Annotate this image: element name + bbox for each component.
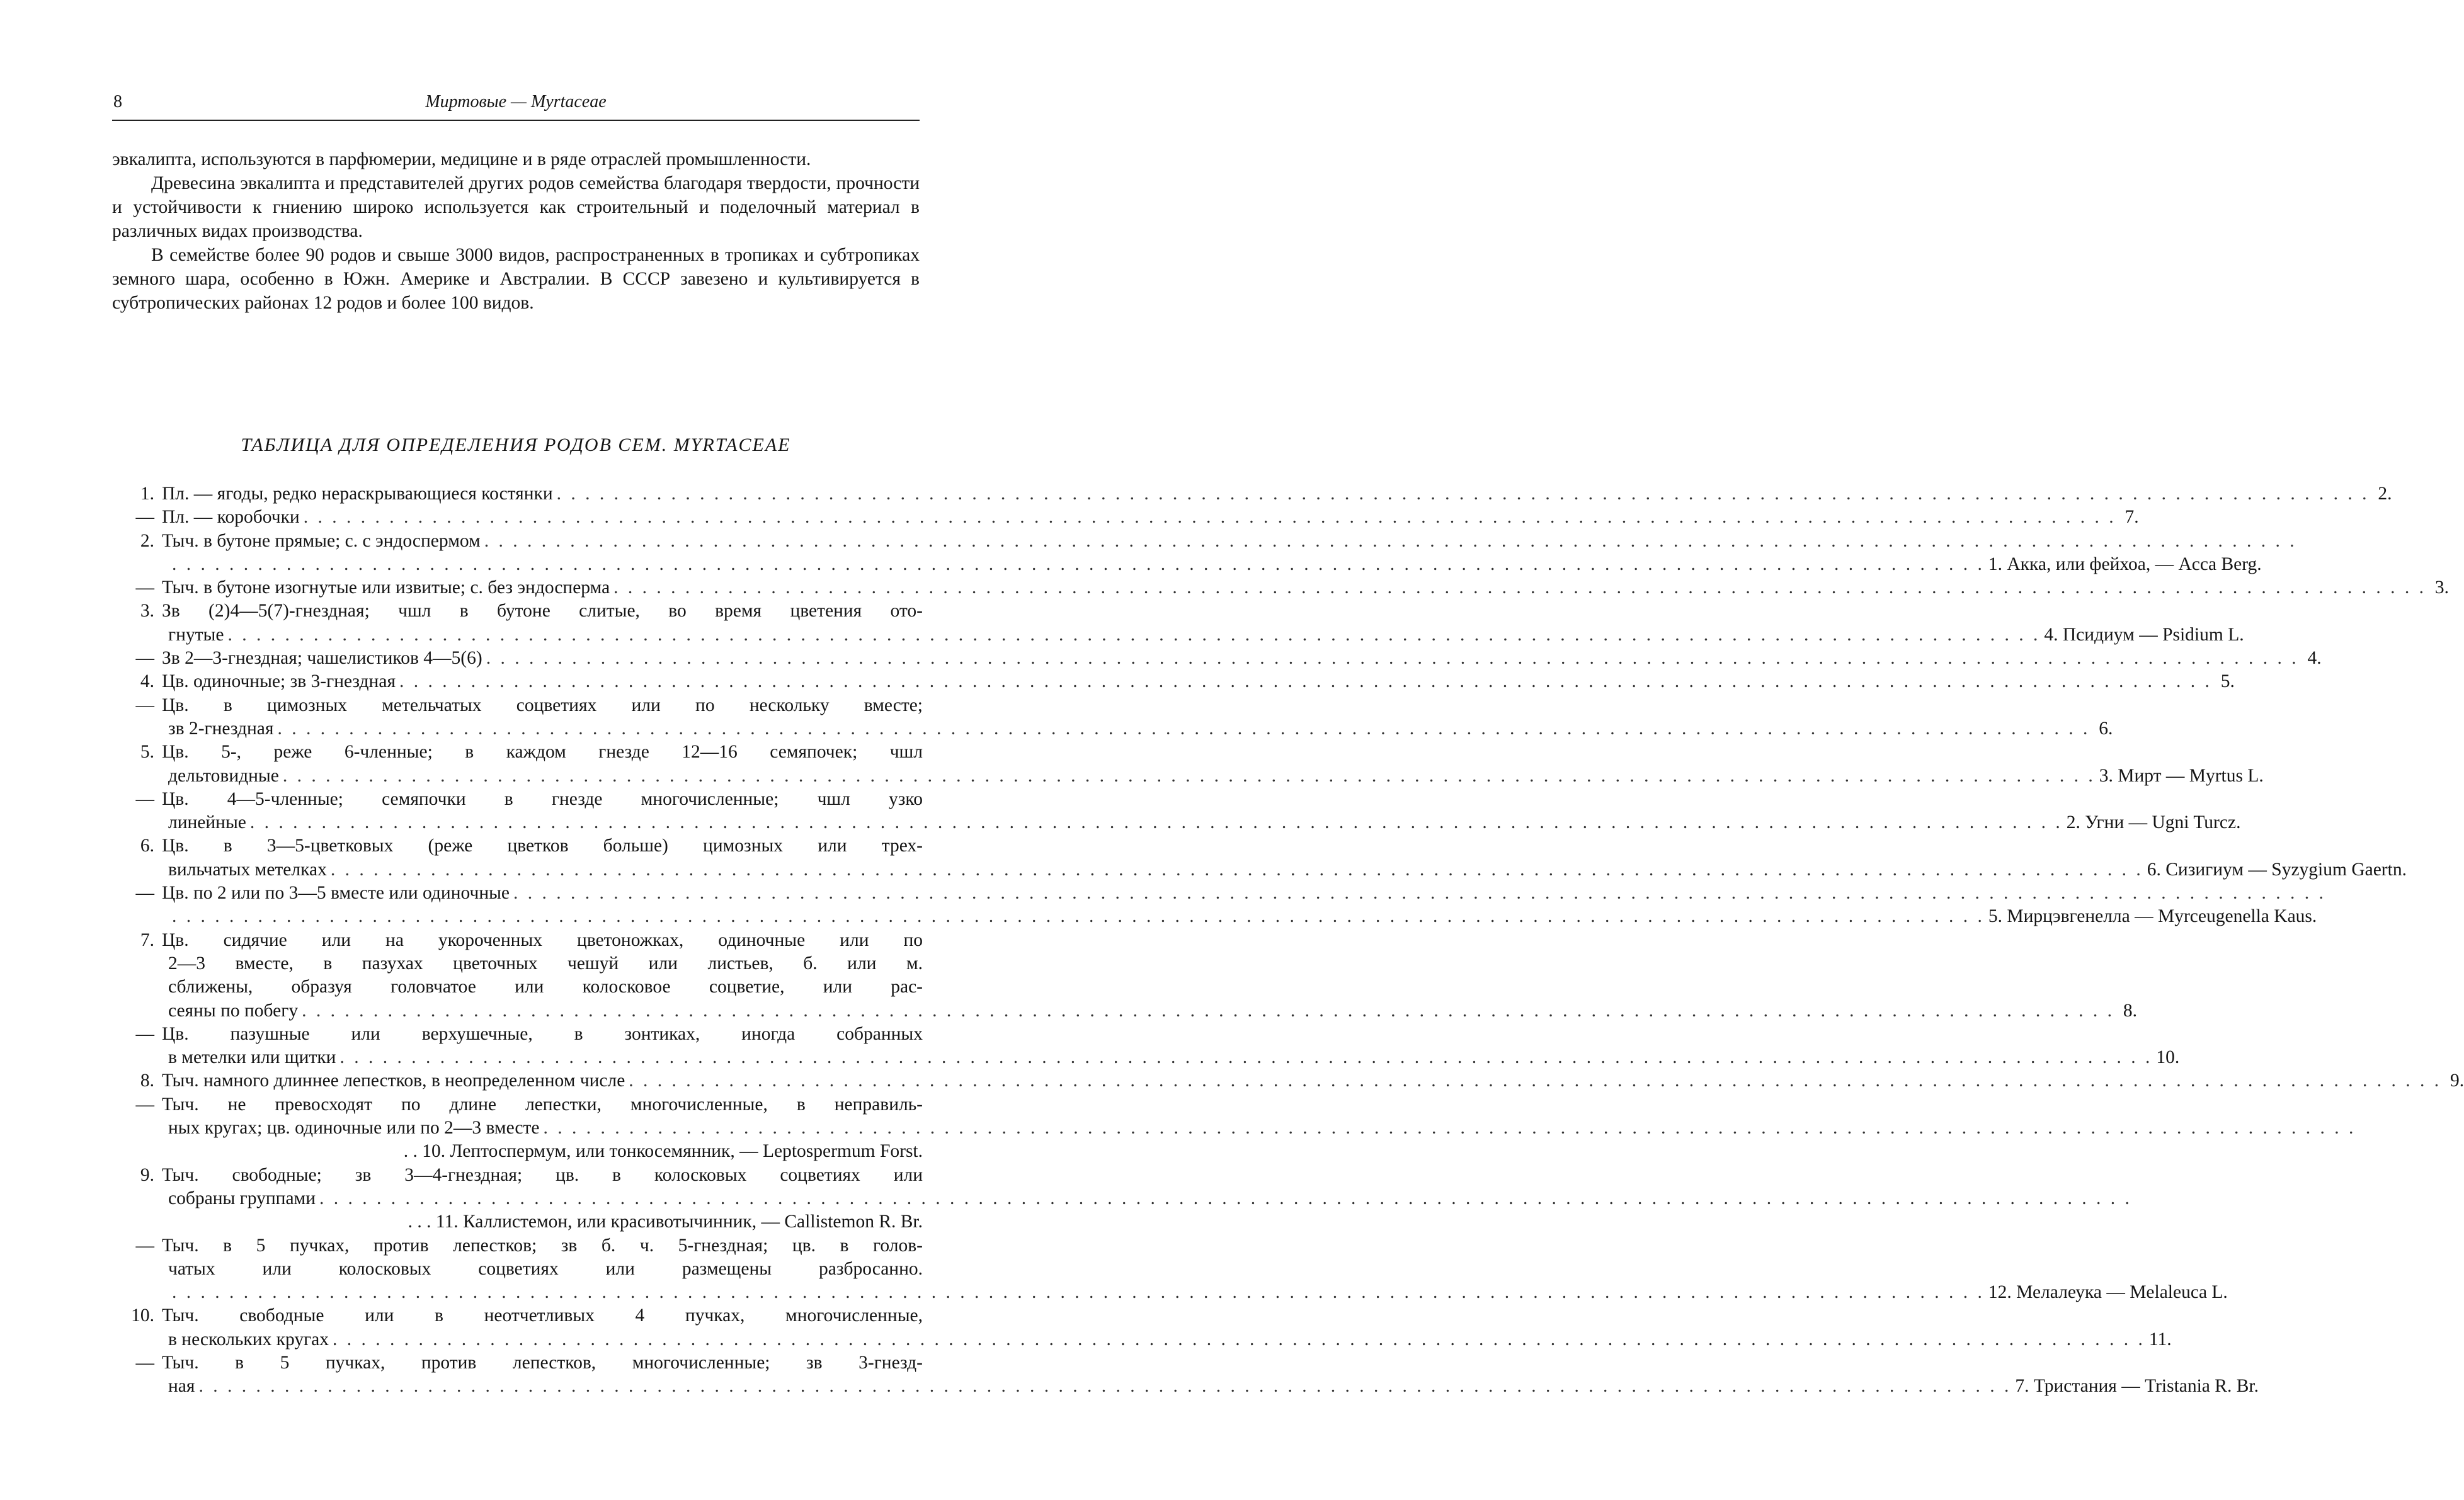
key-text: Цв. по 2 или по 3—5 вместе или одиночные <box>162 883 510 904</box>
key-number: — <box>135 883 154 904</box>
key-line <box>123 1187 923 1210</box>
key-line <box>123 975 923 999</box>
dot-leader <box>277 717 2090 741</box>
key-line <box>123 670 2235 693</box>
key-line <box>123 834 923 858</box>
key-text: дельтовидные <box>168 765 279 786</box>
key-number: 9. <box>140 1164 154 1185</box>
key-line <box>123 858 2407 882</box>
key-line <box>123 741 923 764</box>
key-text: в метелки или щитки <box>168 1047 336 1068</box>
running-title: Миртовые — Myrtaceae <box>425 92 607 111</box>
key-text: Цв. сидячие или на укороченных цветоножках, одиночные или по <box>162 929 923 950</box>
key-line <box>123 764 2264 788</box>
key-line <box>123 1210 923 1234</box>
dot-leader <box>319 1187 2132 1210</box>
key-result-genus: 6. Сизигиум — Syzygium Gaertn. <box>2147 859 2407 880</box>
key-ref: 10. <box>2156 1047 2180 1068</box>
key-result-genus: 7. Тристания — Tristania R. Br. <box>2015 1376 2259 1397</box>
key-text: Цв. пазушные или верхушечные, в зонтиках, иногда собранных <box>162 1023 923 1044</box>
key-text: Цв. в 3—5-цветковых (реже цветков больше) цимозных или трех- <box>162 836 923 856</box>
key-line <box>123 1023 923 1046</box>
key-result-genus: 5. Мирцэвгенелла — Myrceugenella Kaus. <box>1988 906 2317 927</box>
dot-leader <box>302 999 2114 1023</box>
key-line <box>123 647 2322 670</box>
key-line <box>123 1281 2228 1304</box>
key-number: 8. <box>140 1071 154 1091</box>
key-number: 7. <box>140 929 154 950</box>
running-header <box>112 92 920 121</box>
dot-leader <box>250 811 2063 834</box>
key-line <box>123 811 2241 834</box>
key-line <box>123 506 2139 529</box>
key-line <box>123 694 923 717</box>
key-text: Зв 2—3-гнездная; чашелистиков 4—5(6) <box>162 648 482 669</box>
key-number: 2. <box>140 530 154 551</box>
key-line <box>123 1328 2172 1351</box>
dot-leader <box>613 576 2426 599</box>
key-result-genus: 1. Акка, или фейхоа, — Acca Berg. <box>1988 554 2262 574</box>
key-text: Тыч. свободные или в неотчетливых 4 пучках, многочисленные, <box>162 1305 923 1326</box>
dot-leader <box>304 506 2116 529</box>
key-text: Цв. 5-, реже 6-членные; в каждом гнезде 12—16 семяпочек; чшл <box>162 742 923 763</box>
key-text: Цв. одиночные; зв 3-гнездная <box>162 671 396 692</box>
key-ref: 7. <box>2125 507 2139 528</box>
key-text: гнутые <box>168 624 224 645</box>
key-number: — <box>135 1094 154 1115</box>
key-ref: 4. <box>2307 648 2322 669</box>
key-line <box>123 623 2244 647</box>
key-ref: 11. <box>2148 1329 2172 1349</box>
key-number: — <box>135 1235 154 1256</box>
key-text: вильчатых метелках <box>168 859 327 880</box>
key-number: — <box>135 695 154 715</box>
key-line <box>123 952 923 975</box>
key-text: Тыч. намного длиннее лепестков, в неопределенном числе <box>162 1071 625 1091</box>
dot-leader <box>227 623 2040 647</box>
key-number: 10. <box>131 1305 154 1326</box>
key-result-genus: 2. Угни — Ugni Turcz. <box>2066 812 2241 833</box>
key-ref: 3. <box>2434 577 2450 598</box>
key-text: сеяны по побегу <box>168 1000 299 1021</box>
key-text: Тыч. в бутоне прямые; с. с эндоспермом <box>162 530 481 551</box>
key-line <box>123 1046 2180 1069</box>
key-line <box>123 1116 923 1140</box>
key-number: 6. <box>140 836 154 856</box>
key-line <box>123 1304 923 1327</box>
dot-leader <box>486 647 2299 670</box>
key-title: ТАБЛИЦА ДЛЯ ОПРЕДЕЛЕНИЯ РОДОВ СЕМ. MYRTACEAE <box>241 435 791 455</box>
key-ref: 2. <box>2378 484 2392 504</box>
dot-leader <box>544 1116 2356 1140</box>
key-line <box>123 905 2317 928</box>
key-ref: 5. <box>2220 671 2235 692</box>
key-result-genus: 3. Мирт — Myrtus L. <box>2099 765 2264 786</box>
key-number: 3. <box>140 601 154 622</box>
key-text: Тыч. в бутоне изогнутые или извитые; с. без эндосперма <box>162 577 610 598</box>
key-result-genus: 4. Псидиум — Psidium L. <box>2044 624 2244 645</box>
key-line <box>123 553 2262 576</box>
key-line <box>123 1375 2259 1398</box>
dot-leader <box>283 764 2096 788</box>
identification-key <box>123 482 2464 1399</box>
key-text: ных кругах; цв. одиночные или по 2—3 вместе <box>168 1118 540 1139</box>
key-line <box>123 929 923 952</box>
key-result-genus: . . . 11. Каллистемон, или красивотычинник, — Callistemon R. Br. <box>408 1212 923 1232</box>
dot-leader <box>557 482 2370 506</box>
key-ref: 8. <box>2123 1000 2137 1021</box>
key-text: в нескольких кругах <box>168 1329 329 1349</box>
dot-leader <box>513 882 2326 905</box>
page-number: 8 <box>113 92 122 111</box>
key-number: 4. <box>140 671 154 692</box>
key-number: — <box>135 1023 154 1044</box>
key-ref: 6. <box>2099 718 2113 739</box>
dot-leader <box>331 858 2143 882</box>
intro-paragraph: Древесина эвкалипта и представителей других родов семейства благодаря твердости, прочности и устойчивости к гниению широко используется как строительный и поделочный материал в различных видах производства. <box>112 173 920 241</box>
key-text: зв 2-гнездная <box>168 718 274 739</box>
key-text: ная <box>168 1376 195 1397</box>
dot-leader <box>629 1069 2441 1093</box>
key-number: — <box>135 1352 154 1373</box>
dot-leader <box>339 1046 2152 1069</box>
key-text: линейные <box>168 812 246 833</box>
key-number: — <box>135 788 154 809</box>
key-text: Зв (2)4—5(7)-гнездная; чшл в бутоне слитые, во время цветения ото- <box>162 601 923 622</box>
key-text: сближены, образуя головчатое или колосковое соцветие, или рас- <box>168 977 923 997</box>
dot-leader <box>172 905 1985 928</box>
key-ref: 9. <box>2450 1071 2464 1091</box>
key-line <box>123 717 2113 741</box>
key-number: 5. <box>140 742 154 763</box>
key-text: чатых или колосковых соцветиях или размещены разбросанно. <box>168 1258 923 1279</box>
key-text: 2—3 вместе, в пазухах цветочных чешуй или листьев, б. или м. <box>168 953 923 974</box>
key-line <box>123 1140 923 1163</box>
key-text: Тыч. не превосходят по длине лепестки, многочисленные, в неправиль- <box>162 1094 923 1115</box>
key-line <box>123 530 923 553</box>
key-text: Цв. в цимозных метельчатых соцветиях или по нескольку вместе; <box>162 695 923 715</box>
dot-leader <box>484 530 2297 553</box>
key-number: 1. <box>140 484 154 504</box>
key-text: Тыч. свободные; зв 3—4-гнездная; цв. в колосковых соцветиях или <box>162 1164 923 1185</box>
key-text: Тыч. в 5 пучках, против лепестков, многочисленные; зв 3-гнезд- <box>162 1352 923 1373</box>
key-line <box>123 999 2137 1023</box>
key-text: Тыч. в 5 пучках, против лепестков; зв б. ч. 5-гнездная; цв. в голов- <box>162 1235 923 1256</box>
key-line <box>123 1234 923 1258</box>
intro-paragraph: эвкалипта, используются в парфюмерии, медицине и в ряде отраслей промышленности. <box>112 149 811 169</box>
key-result-genus: . . 10. Лептоспермум, или тонкосемянник, — Leptospermum Forst. <box>403 1141 923 1162</box>
key-text: Пл. — коробочки <box>162 507 300 528</box>
intro-paragraph: В семействе более 90 родов и свыше 3000 видов, распространенных в тропиках и субтропиках земного шара, особенно в Южн. Америке и Австралии. В СССР завезено и культивируется в субтропических районах 12 родов и более 100 видов. <box>112 245 920 313</box>
key-line <box>123 1069 2464 1093</box>
key-line <box>123 1164 923 1187</box>
dot-leader <box>198 1375 2011 1398</box>
key-line <box>123 788 923 811</box>
dot-leader <box>333 1328 2145 1351</box>
dot-leader <box>172 553 1985 576</box>
dot-leader <box>399 670 2212 693</box>
key-line <box>123 1258 923 1281</box>
key-line <box>123 1351 923 1375</box>
key-number: — <box>135 507 154 528</box>
key-result-genus: 12. Мелалеука — Melaleuca L. <box>1988 1282 2228 1303</box>
key-text: Цв. 4—5-членные; семяпочки в гнезде многочисленные; чшл узко <box>162 788 923 809</box>
key-number: — <box>135 577 154 598</box>
key-line <box>123 1093 923 1116</box>
key-line <box>123 482 2392 506</box>
intro-text <box>112 147 920 315</box>
key-text: собраны группами <box>168 1188 316 1208</box>
key-number: — <box>135 648 154 669</box>
key-line <box>123 576 2450 599</box>
key-line <box>123 599 923 623</box>
key-line <box>123 882 923 905</box>
dot-leader <box>172 1281 1985 1304</box>
key-text: Пл. — ягоды, редко нераскрывающиеся костянки <box>162 484 553 504</box>
